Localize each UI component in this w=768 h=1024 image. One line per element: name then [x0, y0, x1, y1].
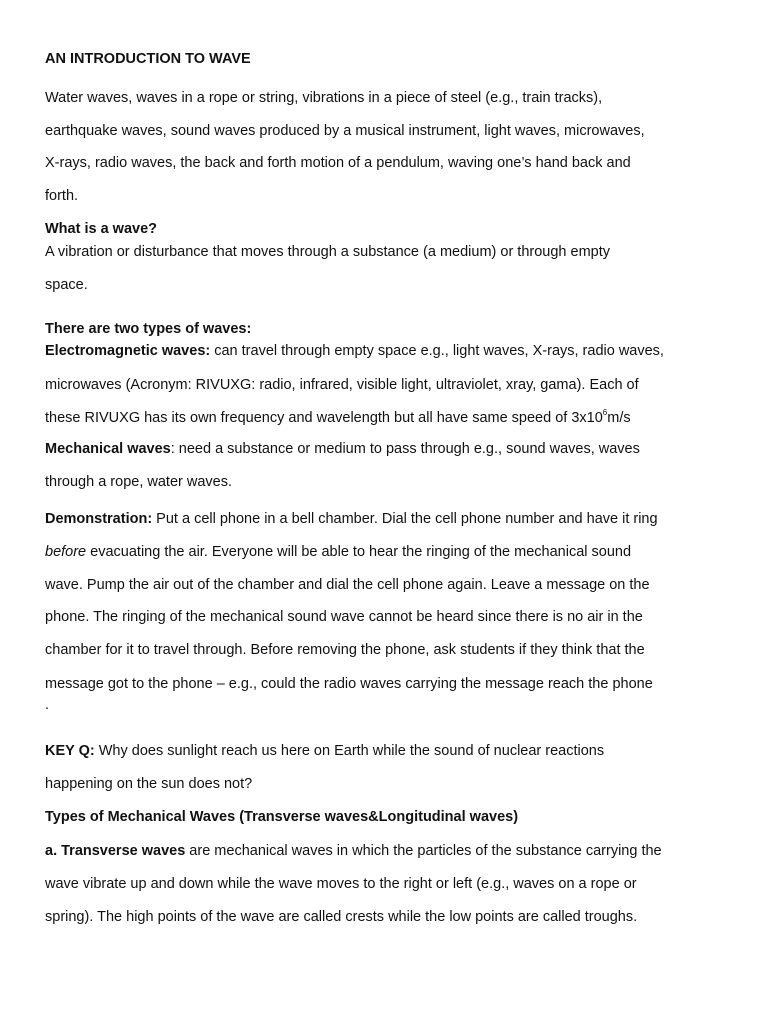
- mech-waves-label: Mechanical waves: [45, 441, 171, 457]
- demo-line-6: message got to the phone – e.g., could the radio waves carrying the message reach the phone: [45, 676, 653, 692]
- demo-text-1: Put a cell phone in a bell chamber. Dial the cell phone number and have it ring: [152, 511, 658, 527]
- intro-line-4: forth.: [45, 188, 79, 204]
- demo-line-7: .: [45, 697, 50, 713]
- speed-unit: m/s: [607, 410, 631, 426]
- transverse-line-3: spring). The high points of the wave are called crests while the low points are called troughs.: [45, 909, 638, 925]
- demo-text-2: evacuating the air. Everyone will be able to hear the ringing of the mechanical sound: [86, 544, 632, 560]
- key-q-line-1: [45, 742, 604, 760]
- key-q-text-1: Why does sunlight reach us here on Earth while the sound of nuclear reactions: [94, 743, 605, 759]
- transverse-label: a. Transverse waves: [45, 843, 186, 859]
- what-is-wave-heading: What is a wave?: [45, 221, 158, 237]
- demo-line-5: chamber for it to travel through. Before removing the phone, ask students if they think that the: [45, 642, 645, 658]
- mech-waves-text-1: : need a substance or medium to pass through e.g., sound waves, waves: [170, 441, 640, 457]
- intro-line-3: X-rays, radio waves, the back and forth motion of a pendulum, waving one’s hand back and: [45, 155, 631, 171]
- demo-line-4: phone. The ringing of the mechanical sound wave cannot be heard since there is no air in the: [45, 609, 643, 625]
- em-waves-label: Electromagnetic waves:: [45, 343, 211, 359]
- mech-types-heading: Types of Mechanical Waves (Transverse waves&Longitudinal waves): [45, 809, 519, 825]
- what-is-wave-line-2: space.: [45, 277, 88, 293]
- em-waves-text-1: can travel through empty space e.g., light waves, X-rays, radio waves,: [210, 343, 664, 359]
- em-waves-line-1: [45, 342, 664, 360]
- demo-line-1: [45, 510, 658, 528]
- key-q-line-2: happening on the sun does not?: [45, 776, 253, 792]
- demo-line-2: [45, 543, 631, 561]
- intro-line-2: earthquake waves, sound waves produced by a musical instrument, light waves, microwaves,: [45, 123, 645, 139]
- key-q-label: KEY Q:: [45, 743, 95, 759]
- em-waves-text-3: these RIVUXG has its own frequency and wavelength but all have same speed of 3x10: [45, 410, 603, 426]
- mech-waves-line-1: [45, 440, 640, 458]
- demo-label: Demonstration:: [45, 511, 153, 527]
- document-title: AN INTRODUCTION TO WAVE: [45, 51, 251, 67]
- speed-exponent: 6: [602, 408, 608, 418]
- transverse-line-1: [45, 842, 662, 860]
- em-waves-line-3: [45, 409, 631, 427]
- demo-line-3: wave. Pump the air out of the chamber and dial the cell phone again. Leave a message on the: [45, 577, 650, 593]
- what-is-wave-line-1: A vibration or disturbance that moves through a substance (a medium) or through empty: [45, 244, 610, 260]
- transverse-text-1: are mechanical waves in which the particles of the substance carrying the: [185, 843, 662, 859]
- mech-waves-line-2: through a rope, water waves.: [45, 474, 232, 490]
- em-waves-line-2: microwaves (Acronym: RIVUXG: radio, infrared, visible light, ultraviolet, xray, gama). Each of: [45, 377, 639, 393]
- transverse-line-2: wave vibrate up and down while the wave moves to the right or left (e.g., waves on a rope or: [45, 876, 637, 892]
- two-types-heading: There are two types of waves:: [45, 321, 252, 337]
- intro-line-1: Water waves, waves in a rope or string, vibrations in a piece of steel (e.g., train tracks),: [45, 90, 603, 106]
- demo-italic-before: before: [45, 544, 87, 560]
